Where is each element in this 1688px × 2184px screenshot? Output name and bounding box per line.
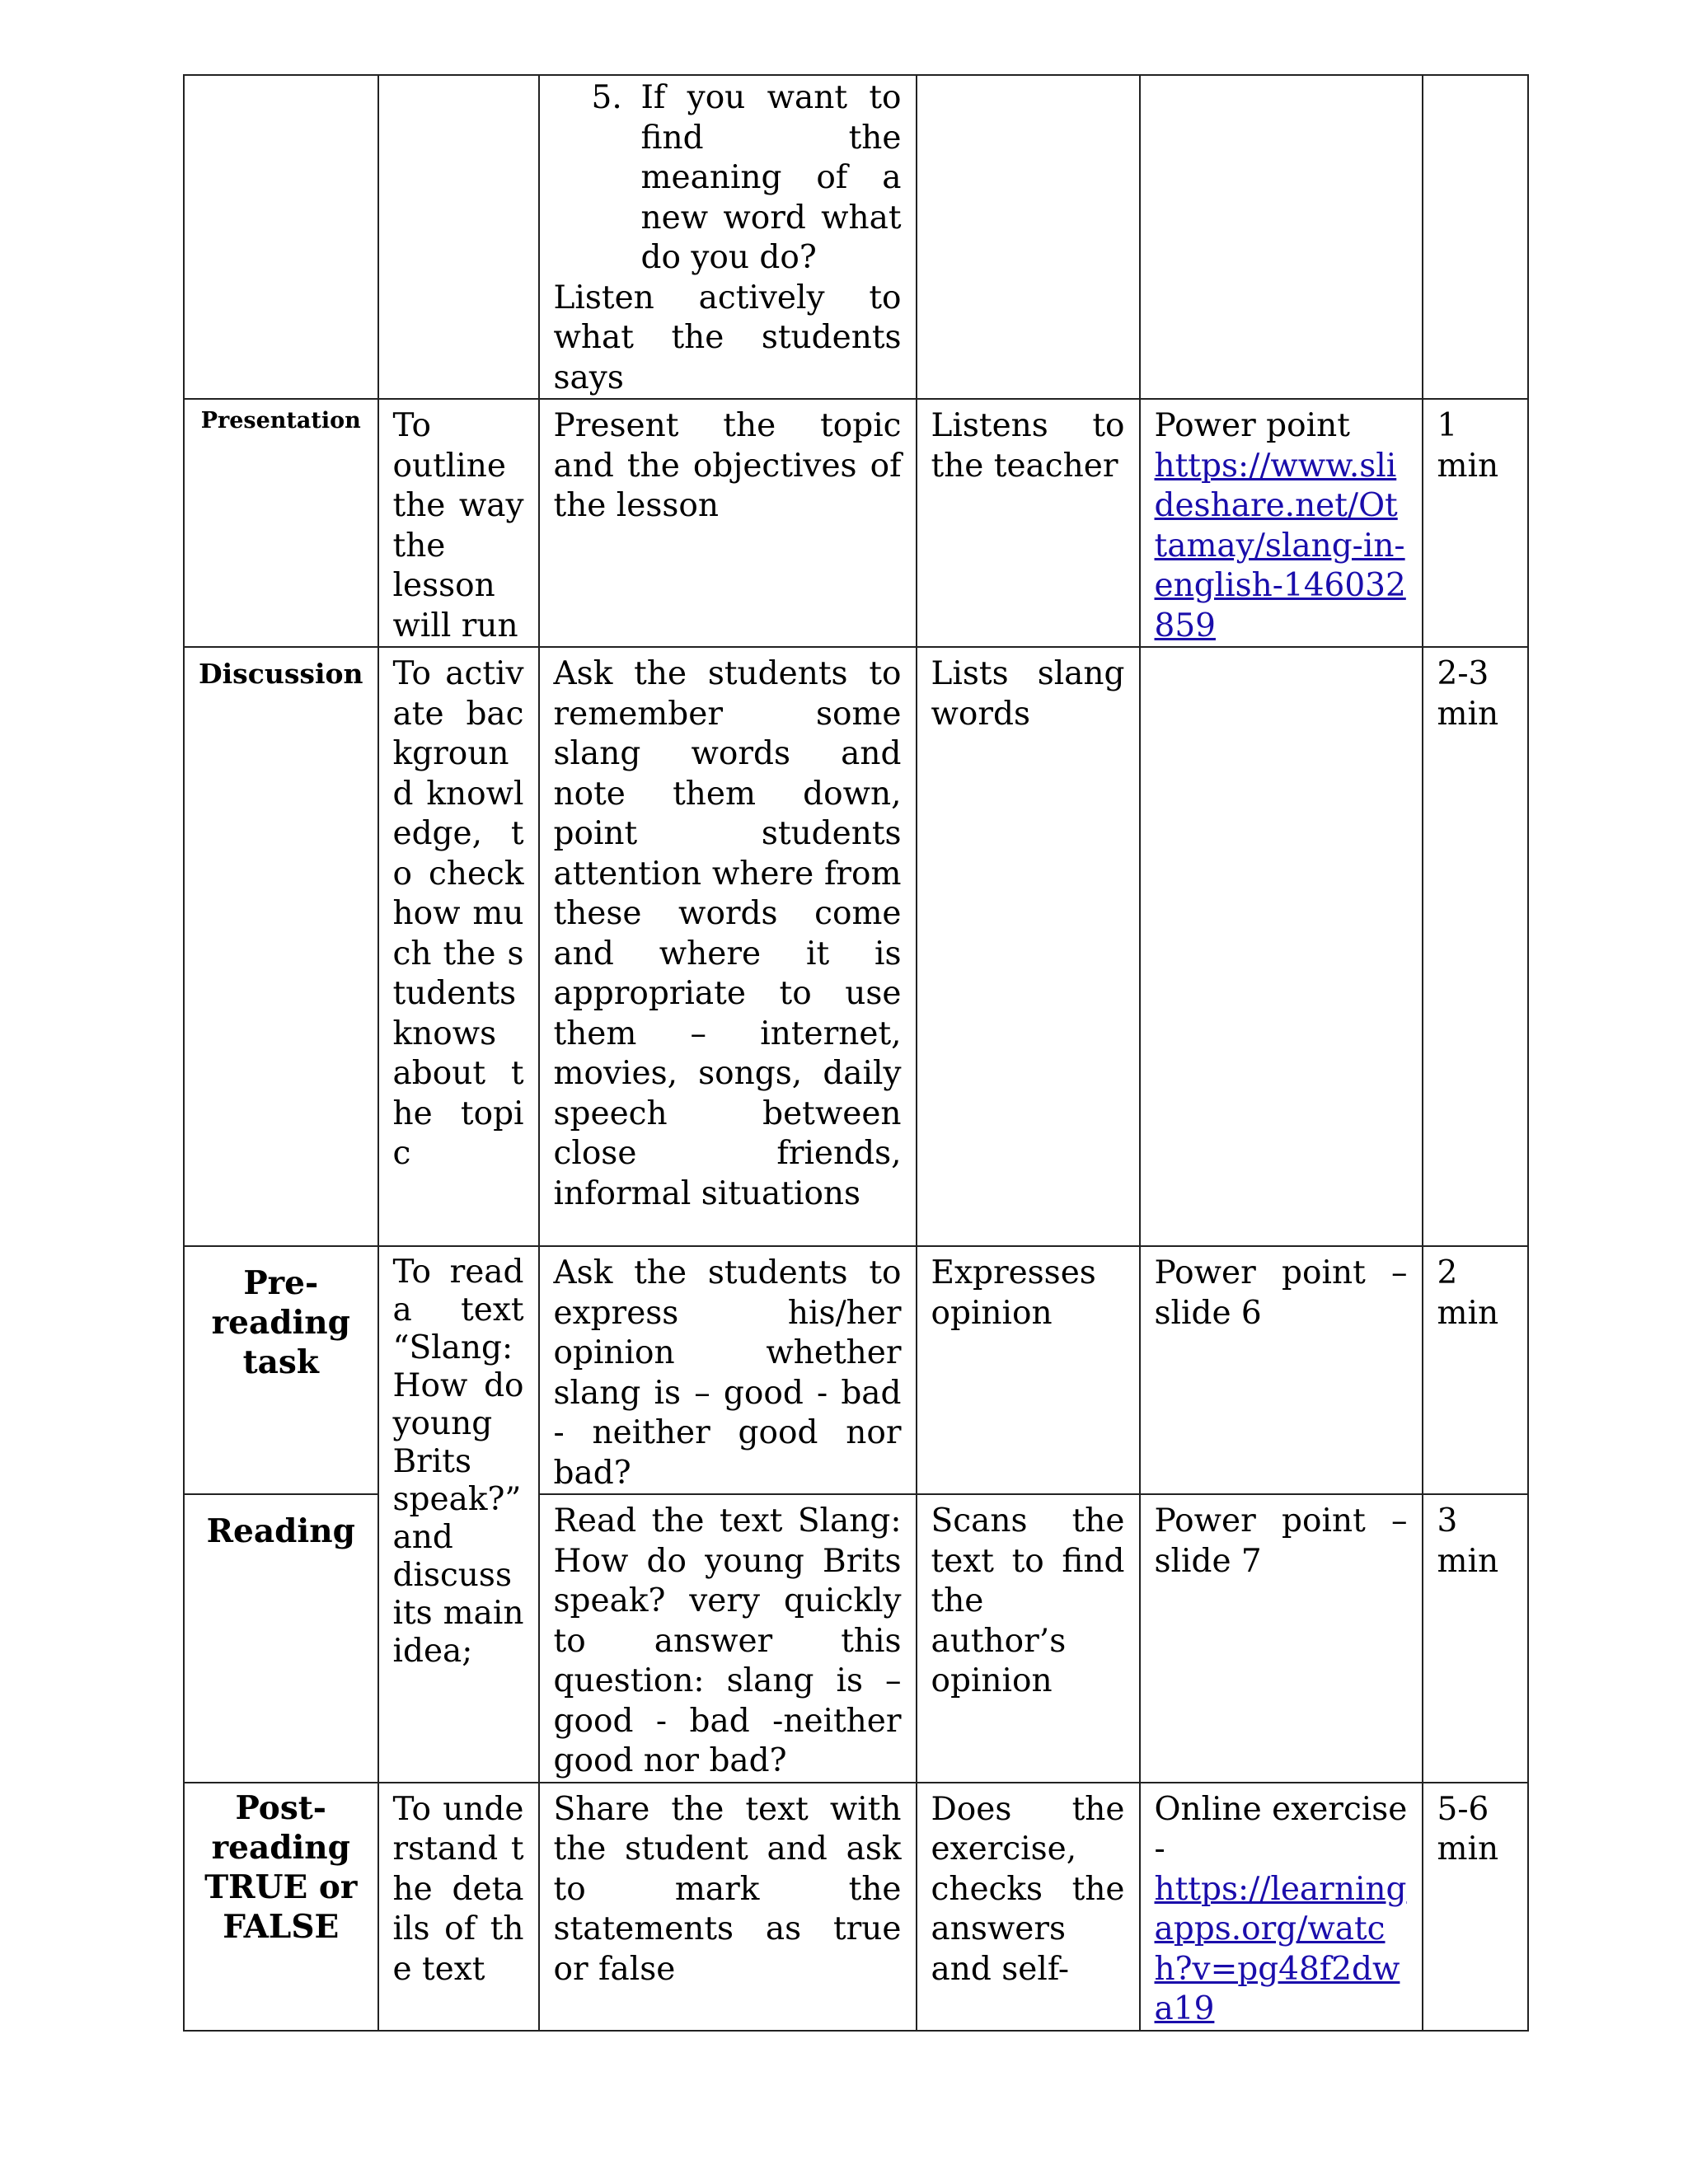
table-row xyxy=(184,399,1528,647)
stage-cell: Reading xyxy=(184,1494,378,1783)
aim-cell xyxy=(378,647,539,1246)
stage-cell: Post-reading TRUE or FALSE xyxy=(184,1783,378,2031)
lesson-plan-table xyxy=(183,74,1529,2032)
time-cell: 2 min xyxy=(1423,1246,1528,1494)
teacher-activity-cell: Present the topic and the objectives of the lesson xyxy=(539,399,917,647)
time-cell: 3 min xyxy=(1423,1494,1528,1783)
time-cell: 1 min xyxy=(1423,399,1528,647)
time-cell xyxy=(1423,75,1528,399)
teacher-activity-cell: Ask the students to express his/her opinion whether slang is – good - bad - neither good nor bad? xyxy=(539,1246,917,1494)
student-activity-cell: Does the exercise, checks the answers and self- xyxy=(917,1783,1140,2031)
teacher-activity-cell: Read the text Slang: How do young Brits speak? very quickly to answer this question: slang is – good - bad -neither good nor bad? xyxy=(539,1494,917,1783)
resources-cell xyxy=(1140,75,1423,399)
resources-cell: Power point – slide 7 xyxy=(1140,1494,1423,1783)
resources-text: Online exercise - xyxy=(1154,1790,1408,1868)
table-row xyxy=(184,647,1528,1246)
resources-text: Power point xyxy=(1154,407,1350,444)
teacher-activity-text: Listen actively to what the students says xyxy=(553,279,902,396)
teacher-activity-cell: Ask the students to remember some slang words and note them down, point students attention where from these words come and where it is appropriate to use them – internet, movies, songs, daily speech between close friends, informal situations xyxy=(539,647,917,1246)
stage-cell: Presentation xyxy=(184,399,378,647)
stage-cell: Pre-reading task xyxy=(184,1246,378,1494)
student-activity-cell: Scans the text to find the author’s opinion xyxy=(917,1494,1140,1783)
question-number: 5. xyxy=(591,79,622,116)
numbered-question xyxy=(554,78,902,279)
student-activity-cell: Lists slang words xyxy=(917,647,1140,1246)
aim-text: To activate background knowledge, to check how much the students knows about the topic xyxy=(392,655,524,1172)
aim-cell: To outline the way the lesson will run xyxy=(378,399,539,647)
time-cell: 2-3 min xyxy=(1423,647,1528,1246)
time-cell: 5-6 min xyxy=(1423,1783,1528,2031)
teacher-activity-cell: Share the text with the student and ask to mark the statements as true or false xyxy=(539,1783,917,2031)
table-row xyxy=(184,1783,1528,2031)
student-activity-cell xyxy=(917,75,1140,399)
stage-cell: Discussion xyxy=(184,647,378,1246)
resources-cell xyxy=(1140,1783,1423,2031)
resources-cell xyxy=(1140,399,1423,647)
resources-cell: Power point – slide 6 xyxy=(1140,1246,1423,1494)
aim-cell: To read a text “Slang: How do young Brits speak?” and discuss its main idea; xyxy=(378,1246,539,1783)
resources-cell xyxy=(1140,647,1423,1246)
aim-cell xyxy=(378,1783,539,2031)
aim-cell xyxy=(378,75,539,399)
table-row xyxy=(184,1246,1528,1494)
teacher-activity-cell xyxy=(539,75,917,399)
student-activity-cell: Expresses opinion xyxy=(917,1246,1140,1494)
stage-cell xyxy=(184,75,378,399)
student-activity-cell: Listens to the teacher xyxy=(917,399,1140,647)
question-text: If you want to find the meaning of a new word what do you do? xyxy=(640,79,902,276)
table-row xyxy=(184,75,1528,399)
slideshare-link[interactable]: https://www.slideshare.net/Ottamay/slang-in-english-146032859 xyxy=(1154,447,1406,644)
learningapps-link[interactable]: https://learningapps.org/watch?v=pg48f2dwa19 xyxy=(1154,1870,1407,2027)
aim-text: To understand the details of the text xyxy=(392,1790,524,1988)
